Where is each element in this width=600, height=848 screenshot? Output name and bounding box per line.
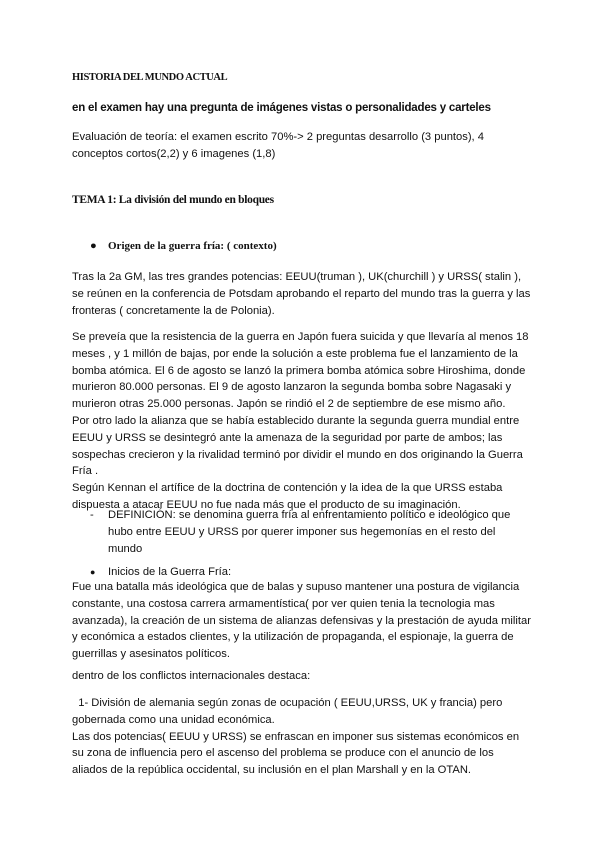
- paragraph-line: meses , y 1 millón de bajas, por ende la solución a este problema fue el lanzamiento de la: [72, 347, 518, 360]
- paragraph-line: Fue una batalla más ideológica que de balas y supuso mantener una postura de vigilancia: [72, 581, 520, 593]
- paragraph-line: sospechas crecieron y la rivalidad terminó por dividir el mundo en dos originando la Guerra: [72, 448, 523, 461]
- paragraph-line: Se preveía que la resistencia de la guerra en Japón fuera suicida y que llevaría al menos 18: [72, 331, 529, 343]
- paragraph-line: mundo: [108, 542, 143, 555]
- paragraph-line: Por otro lado la alianza que se había establecido durante la segunda guerra mundial entre: [72, 415, 520, 427]
- paragraph-line: 1- División de alemania según zonas de ocupación ( EEUU,URSS, UK y francia) pero: [72, 697, 503, 709]
- exam-note: en el examen hay una pregunta de imágenes vistas o personalidades y carteles: [72, 102, 491, 114]
- paragraph-line: Tras la 2a GM, las tres grandes potencias: EEUU(truman ), UK(churchill ) y URSS( stalin ),: [72, 271, 522, 283]
- paragraph-line: gobernada como una unidad económica.: [72, 713, 275, 726]
- paragraph-line: Según Kennan el artífice de la doctrina de contención y la idea de la que URSS estaba: [72, 482, 503, 495]
- bullet-icon: ●: [90, 240, 97, 252]
- bullet-heading: Inicios de la Guerra Fría:: [108, 566, 232, 578]
- evaluation-line: conceptos cortos(2,2) y 6 imagenes (1,8): [72, 148, 276, 160]
- document-title: HISTORIA DEL MUNDO ACTUAL: [72, 72, 228, 83]
- dash-marker: -: [90, 509, 94, 521]
- paragraph-line: avanzada), la creación de un sistema de alianzas defensivas y la prestación de ayuda militar: [72, 614, 531, 627]
- paragraph-line: murieron 80.000 personas. El 9 de agosto lanzaron la segunda bomba sobre Nagasaki y: [72, 381, 512, 394]
- evaluation-line: Evaluación de teoría: el examen escrito 70%-> 2 preguntas desarrollo (3 puntos), 4: [72, 131, 484, 143]
- bullet-icon: ●: [90, 567, 96, 577]
- section-heading: TEMA 1: La división del mundo en bloques: [72, 194, 274, 206]
- paragraph-line: Fría .: [72, 465, 99, 478]
- paragraph-line: dispuesta a atacar EEUU no fue nada más que el producto de su imaginación.: [72, 499, 461, 511]
- paragraph-line: constante, una costosa carrera armamentística( por ver quien tenia la tecnologia mas: [72, 597, 495, 610]
- paragraph-line: EEUU y URSS se desintegró ante la amenaza de la seguridad por parte de ambos; las: [72, 431, 503, 444]
- paragraph-line: aliados de la república occidental, su inclusión en el plan Marshall y en la OTAN.: [72, 764, 472, 777]
- paragraph-line: DEFINICIÓN: se denomina guerra fría al enfrentamiento político e ideológico que: [108, 509, 511, 521]
- paragraph-line: guerrillas y asesinatos políticos.: [72, 648, 230, 661]
- paragraph-line: Las dos potencias( EEUU y URSS) se enfrascan en imponer sus sistemas económicos en: [72, 730, 520, 743]
- paragraph-line: fronteras ( concretamente la de Polonia).: [72, 304, 275, 317]
- conflicts-intro: dentro de los conflictos internacionales destaca:: [72, 670, 311, 682]
- paragraph-line: bomba atómica. El 6 de agosto se lanzó la primera bomba atómica sobre Hiroshima, donde: [72, 364, 526, 377]
- paragraph-line: murieron otras 25.000 personas. Japón se rindió el 2 de septiembre de ese mismo año.: [72, 398, 506, 411]
- paragraph-line: su zona de influencia pero el ascenso del problema se produce con el anuncio de los: [72, 747, 494, 760]
- paragraph-line: se reúnen en la conferencia de Potsdam aprobando el reparto del mundo tras la guerra y las: [72, 287, 531, 300]
- paragraph-line: hubo entre EEUU y URSS por querer imponer sus hegemonías en el resto del: [108, 525, 496, 538]
- paragraph-line: y económica a estados clientes, y la utilización de propaganda, el espionaje, la guerra de: [72, 631, 514, 644]
- bullet-heading: Origen de la guerra fría: ( contexto): [108, 240, 277, 252]
